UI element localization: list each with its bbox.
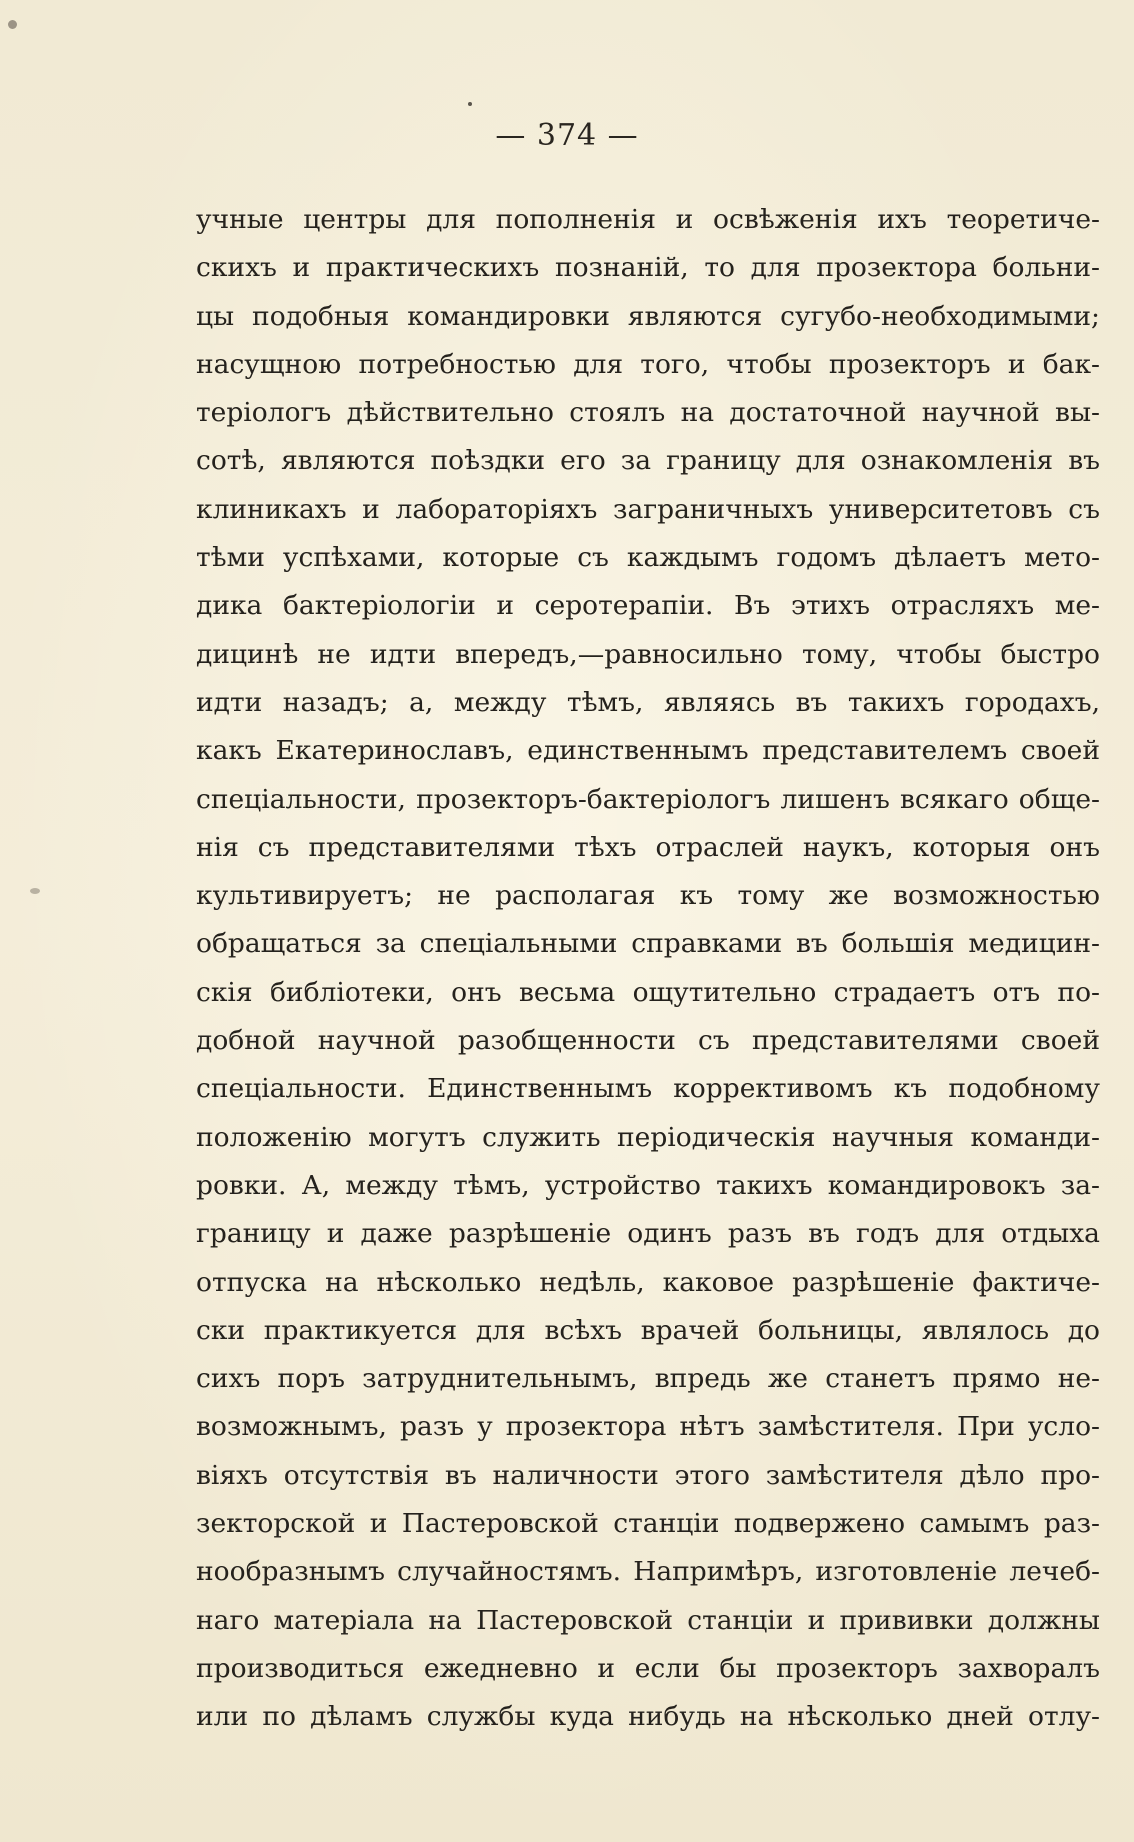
text-line: культивируетъ; не располагая къ тому же возможностью [196, 880, 1100, 912]
text-line: ровки. А, между тѣмъ, устройство такихъ командировокъ за- [196, 1169, 1100, 1201]
text-line: спеціальности. Единственнымъ коррективомъ къ подобному [196, 1073, 1100, 1105]
text-line: дика бактеріологіи и серотерапіи. Въ этихъ отрасляхъ ме- [196, 590, 1100, 622]
text-line: сихъ поръ затруднительнымъ, впредь же станетъ прямо не- [196, 1363, 1100, 1395]
text-line: обращаться за спеціальными справками въ большія медицин- [196, 928, 1100, 960]
text-line: нія съ представителями тѣхъ отраслей наукъ, которыя онъ [196, 831, 1100, 863]
text-line: возможнымъ, разъ у прозектора нѣтъ замѣстителя. При усло- [196, 1411, 1100, 1443]
text-line: цы подобныя командировки являются сугубо-необходимыми; [196, 300, 1100, 332]
text-line: насущною потребностью для того, чтобы прозекторъ и бак- [196, 348, 1100, 380]
text-line: тѣми успѣхами, которые съ каждымъ годомъ дѣлаетъ мето- [196, 542, 1100, 574]
text-line: теріологъ дѣйствительно стоялъ на достаточной научной вы- [196, 397, 1100, 429]
text-line: ски практикуется для всѣхъ врачей больницы, являлось до [196, 1314, 1100, 1346]
text-line: спеціальности, прозекторъ-бактеріологъ лишенъ всякаго обще- [196, 783, 1100, 815]
text-line: клиникахъ и лабораторіяхъ заграничныхъ университетовъ съ [196, 493, 1100, 525]
body-text [196, 196, 1100, 1742]
text-line: наго матеріала на Пастеровской станціи и прививки должны [196, 1604, 1100, 1636]
text-line: положенію могутъ служить періодическія научныя команди- [196, 1121, 1100, 1153]
text-line: какъ Екатеринославъ, единственнымъ представителемъ своей [196, 735, 1100, 767]
text-line: сотѣ, являются поѣздки его за границу для ознакомленія въ [196, 445, 1100, 477]
text-line: добной научной разобщенности съ представителями своей [196, 1025, 1100, 1057]
paper-speck [468, 102, 472, 106]
text-line: границу и даже разрѣшеніе одинъ разъ въ годъ для отдыха [196, 1218, 1100, 1250]
text-line: или по дѣламъ службы куда нибудь на нѣсколько дней отлу- [196, 1701, 1100, 1733]
text-line: идти назадъ; а, между тѣмъ, являясь въ такихъ городахъ, [196, 686, 1100, 718]
text-line: віяхъ отсутствія въ наличности этого замѣстителя дѣло про- [196, 1459, 1100, 1491]
paper-speck [8, 20, 17, 29]
text-line: скія библіотеки, онъ весьма ощутительно страдаетъ отъ по- [196, 976, 1100, 1008]
text-line: учные центры для пополненія и освѣженія ихъ теоретиче- [196, 204, 1100, 235]
text-line: производиться ежедневно и если бы прозекторъ захворалъ [196, 1652, 1100, 1684]
text-line: зекторской и Пастеровской станціи подвержено самымъ раз- [196, 1508, 1100, 1540]
page-number: — 374 — [495, 118, 639, 153]
text-line: скихъ и практическихъ познаній, то для прозектора больни- [196, 252, 1100, 284]
paper-speck [30, 888, 40, 894]
text-line: нообразнымъ случайностямъ. Напримѣръ, изготовленіе лечеб- [196, 1556, 1100, 1588]
text-line: дицинѣ не идти впередъ,—равносильно тому, чтобы быстро [196, 638, 1100, 670]
text-line: отпуска на нѣсколько недѣль, каковое разрѣшеніе фактиче- [196, 1266, 1100, 1298]
